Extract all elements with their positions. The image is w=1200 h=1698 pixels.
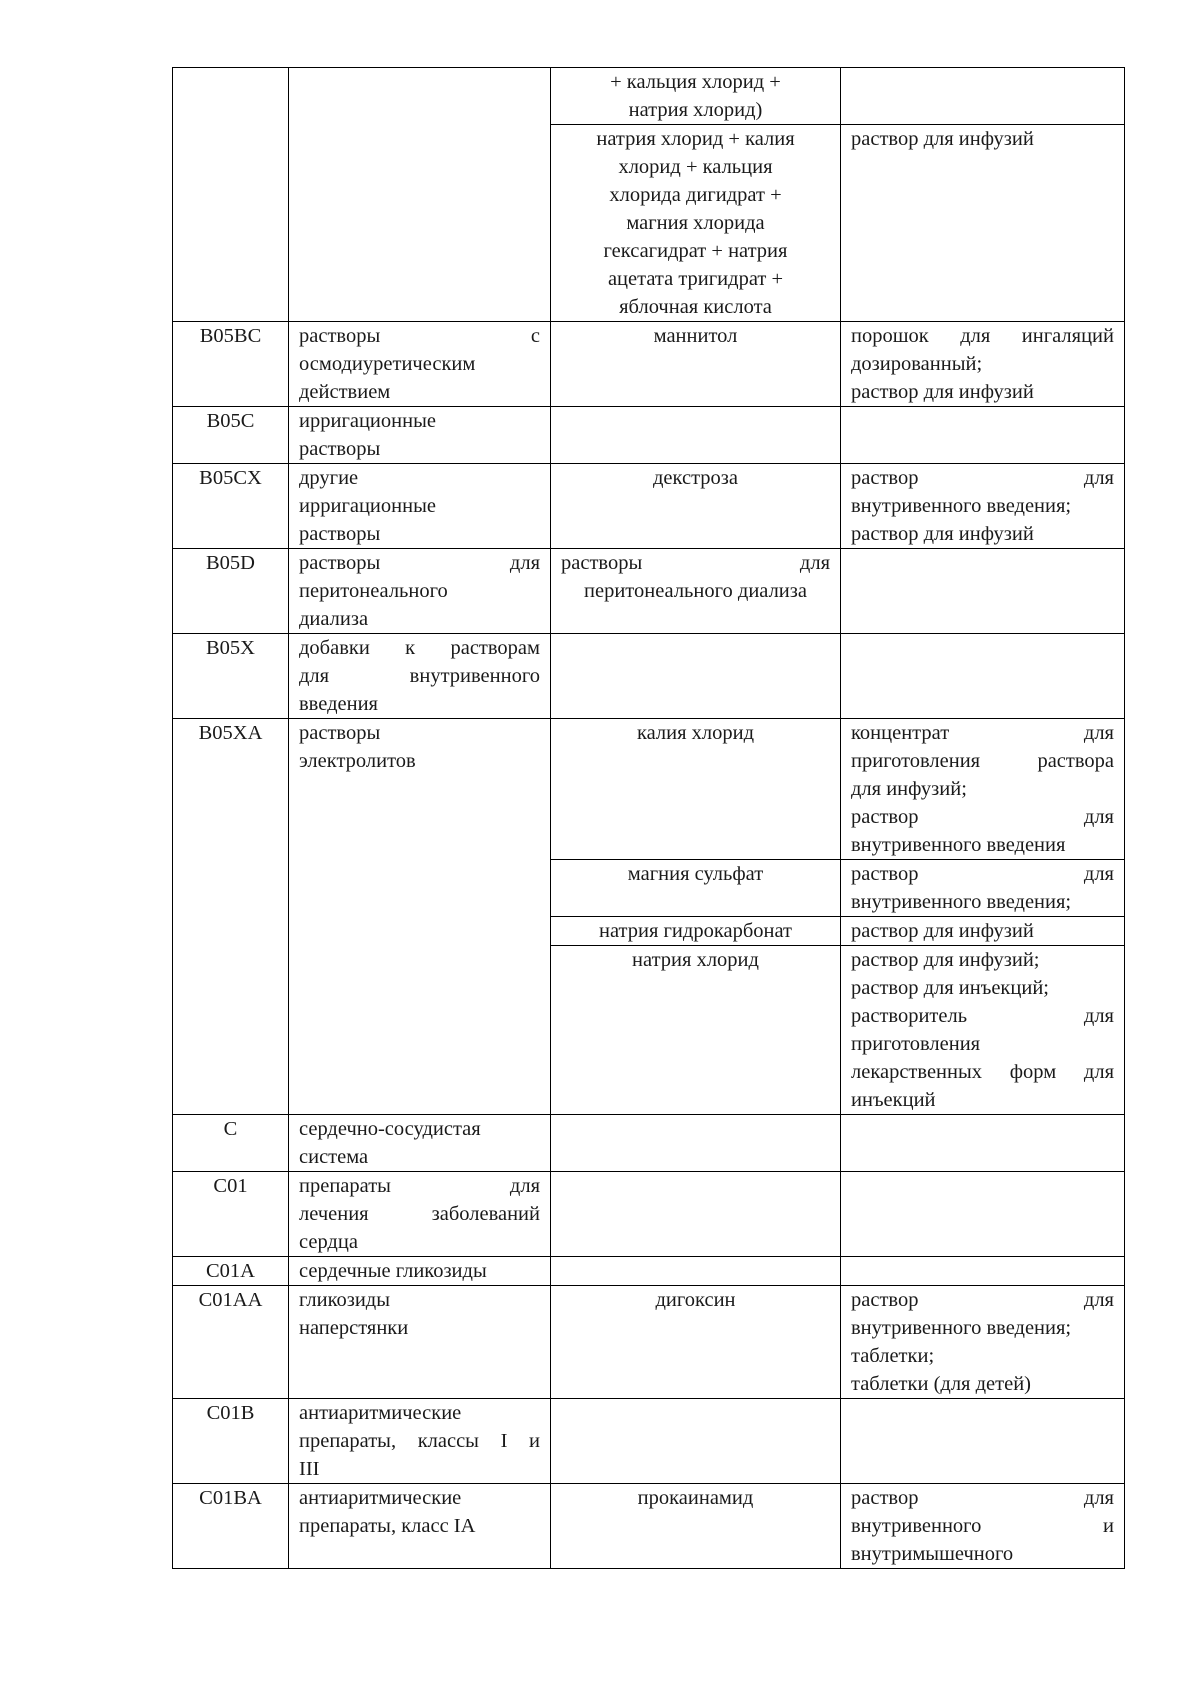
cell-line: раствор для [851, 1487, 1114, 1509]
drug-name-cell [551, 549, 841, 634]
cell-line: раствор для инфузий [851, 523, 1034, 545]
cell-line: антиаритмические [299, 1487, 462, 1509]
cell-line: добавки к растворам [299, 637, 540, 659]
cell-line: раствор для инфузий [851, 128, 1034, 150]
dosage-form-cell [841, 1286, 1125, 1399]
cell-line: дозированный; [851, 353, 983, 375]
cell-line: осмодиуретическим [299, 353, 476, 375]
cell-line: растворы [299, 722, 381, 744]
cell-line: концентрат для [851, 722, 1114, 744]
anatomical-group-cell [289, 1399, 551, 1484]
drug-name-cell [551, 407, 841, 464]
cell-line: магния сульфат [627, 863, 764, 885]
cell-line: растворы [299, 523, 381, 545]
cell-line: другие [299, 467, 359, 489]
anatomical-group-cell [289, 464, 551, 549]
dosage-form-cell [841, 1172, 1125, 1257]
table-row [173, 1484, 1125, 1569]
table-body [173, 68, 1125, 1569]
cell-line: натрия хлорид) [628, 99, 763, 121]
table-row [173, 549, 1125, 634]
cell-line: раствор для [851, 806, 1114, 828]
cell-line: натрия гидрокарбонат [598, 920, 792, 942]
dosage-form-cell [841, 464, 1125, 549]
cell-line: хлорида дигидрат + [609, 184, 782, 206]
drug-name-cell [551, 860, 841, 917]
drug-name-cell [551, 1484, 841, 1569]
cell-line: внутривенного введения; [851, 495, 1072, 517]
atc-code-cell: B05XA [173, 719, 289, 1115]
cell-line: III [299, 1458, 320, 1480]
cell-line: сердца [299, 1231, 358, 1253]
cell-line: сердечные гликозиды [299, 1260, 487, 1282]
anatomical-group-cell [289, 1172, 551, 1257]
cell-line: гексагидрат + натрия [603, 240, 788, 262]
cell-line: ирригационные [299, 495, 436, 517]
anatomical-group-cell [289, 549, 551, 634]
table-row [173, 464, 1125, 549]
dosage-form-cell [841, 1399, 1125, 1484]
drug-name-cell [551, 634, 841, 719]
dosage-form-cell [841, 549, 1125, 634]
drug-name-cell [551, 464, 841, 549]
drug-name-cell [551, 125, 841, 322]
dosage-form-cell [841, 634, 1125, 719]
cell-line: приготовления [851, 1033, 981, 1055]
drug-classification-table [172, 67, 1125, 1569]
dosage-form-cell [841, 719, 1125, 860]
atc-code-cell: B05D [173, 549, 289, 634]
dosage-form-cell [841, 1484, 1125, 1569]
cell-line: прокаинамид [637, 1487, 754, 1509]
cell-line: натрия хлорид [632, 949, 759, 971]
cell-line: маннитол [653, 325, 738, 347]
drug-name-cell [551, 1399, 841, 1484]
anatomical-group-cell [289, 719, 551, 1115]
cell-line: хлорид + кальция [618, 156, 773, 178]
cell-line: раствор для инъекций; [851, 977, 1049, 999]
cell-line: декстроза [653, 467, 738, 489]
cell-line: введения [299, 693, 378, 715]
atc-code-cell: B05C [173, 407, 289, 464]
cell-line: сердечно-сосудистая [299, 1118, 481, 1140]
cell-line: яблочная кислота [619, 296, 772, 318]
cell-line: раствор для [851, 863, 1114, 885]
anatomical-group-cell [289, 1257, 551, 1286]
anatomical-group-cell [289, 1484, 551, 1569]
dosage-form-cell [841, 946, 1125, 1115]
cell-line: растворы [299, 438, 381, 460]
cell-line: калия хлорид [636, 722, 755, 744]
anatomical-group-cell [289, 407, 551, 464]
atc-code-cell [173, 68, 289, 322]
cell-line: таблетки; [851, 1345, 935, 1367]
dosage-form-cell [841, 1257, 1125, 1286]
table-row [173, 1257, 1125, 1286]
cell-line: раствор для инфузий [851, 381, 1034, 403]
cell-line: инъекций [851, 1089, 936, 1111]
atc-code-cell: B05BC [173, 322, 289, 407]
cell-line: растворы для [299, 552, 540, 574]
atc-code-cell: C01A [173, 1257, 289, 1286]
table-row [173, 68, 1125, 125]
cell-line: препараты, классы I и [299, 1430, 540, 1452]
drug-name-cell [551, 322, 841, 407]
cell-line: электролитов [299, 750, 416, 772]
table-row [173, 322, 1125, 407]
cell-line: раствор для инфузий [851, 920, 1034, 942]
cell-line: раствор для [851, 467, 1114, 489]
cell-line: препараты для [299, 1175, 540, 1197]
drug-name-cell [551, 1257, 841, 1286]
atc-code-cell: C01AA [173, 1286, 289, 1399]
table-row [173, 1399, 1125, 1484]
atc-code-cell: C01B [173, 1399, 289, 1484]
cell-line: приготовления раствора [851, 750, 1114, 772]
cell-line: действием [299, 381, 391, 403]
dosage-form-cell [841, 125, 1125, 322]
drug-name-cell [551, 1115, 841, 1172]
cell-line: перитонеального [299, 580, 448, 602]
anatomical-group-cell [289, 634, 551, 719]
table-row [173, 1172, 1125, 1257]
cell-line: внутримышечного [851, 1543, 1014, 1565]
cell-line: натрия хлорид + калия [596, 128, 795, 150]
table-row [173, 634, 1125, 719]
cell-line: раствор для инфузий; [851, 949, 1040, 971]
cell-line: магния хлорида [626, 212, 765, 234]
atc-code-cell: B05CX [173, 464, 289, 549]
drug-name-cell [551, 917, 841, 946]
cell-line: перитонеального диализа [584, 580, 807, 602]
table-row [173, 1286, 1125, 1399]
cell-line: гликозиды [299, 1289, 391, 1311]
anatomical-group-cell [289, 322, 551, 407]
anatomical-group-cell [289, 68, 551, 322]
atc-code-cell: C01BA [173, 1484, 289, 1569]
cell-line: наперстянки [299, 1317, 409, 1339]
cell-line: раствор для [851, 1289, 1114, 1311]
cell-line: + кальция хлорид + [610, 71, 781, 93]
dosage-form-cell [841, 917, 1125, 946]
cell-line: система [299, 1146, 369, 1168]
dosage-form-cell [841, 1115, 1125, 1172]
atc-code-cell: C01 [173, 1172, 289, 1257]
cell-line: внутривенного введения [851, 834, 1066, 856]
drug-name-cell [551, 1172, 841, 1257]
atc-code-cell: C [173, 1115, 289, 1172]
anatomical-group-cell [289, 1286, 551, 1399]
cell-line: таблетки (для детей) [851, 1373, 1031, 1395]
dosage-form-cell [841, 407, 1125, 464]
cell-line: внутривенного и [851, 1515, 1114, 1537]
cell-line: растворитель для [851, 1005, 1114, 1027]
dosage-form-cell [841, 860, 1125, 917]
cell-line: растворы с [299, 325, 540, 347]
cell-line: антиаритмические [299, 1402, 462, 1424]
cell-line: лечения заболеваний [299, 1203, 540, 1225]
cell-line: для внутривенного [299, 665, 540, 687]
cell-line: порошок для ингаляций [851, 325, 1114, 347]
drug-name-cell [551, 1286, 841, 1399]
cell-line: ирригационные [299, 410, 436, 432]
table-row [173, 1115, 1125, 1172]
cell-line: ацетата тригидрат + [607, 268, 784, 290]
table-row [173, 407, 1125, 464]
dosage-form-cell [841, 322, 1125, 407]
dosage-form-cell [841, 68, 1125, 125]
atc-code-cell: B05X [173, 634, 289, 719]
drug-name-cell [551, 68, 841, 125]
cell-line: дигоксин [655, 1289, 736, 1311]
table-row [173, 719, 1125, 860]
cell-line: препараты, класс IA [299, 1515, 476, 1537]
cell-line: диализа [299, 608, 369, 630]
cell-line: для инфузий; [851, 778, 967, 800]
drug-name-cell [551, 719, 841, 860]
cell-line: внутривенного введения; [851, 891, 1072, 913]
cell-line: растворы для [561, 552, 830, 574]
cell-line: внутривенного введения; [851, 1317, 1072, 1339]
drug-name-cell [551, 946, 841, 1115]
cell-line: лекарственных форм для [851, 1061, 1114, 1083]
anatomical-group-cell [289, 1115, 551, 1172]
